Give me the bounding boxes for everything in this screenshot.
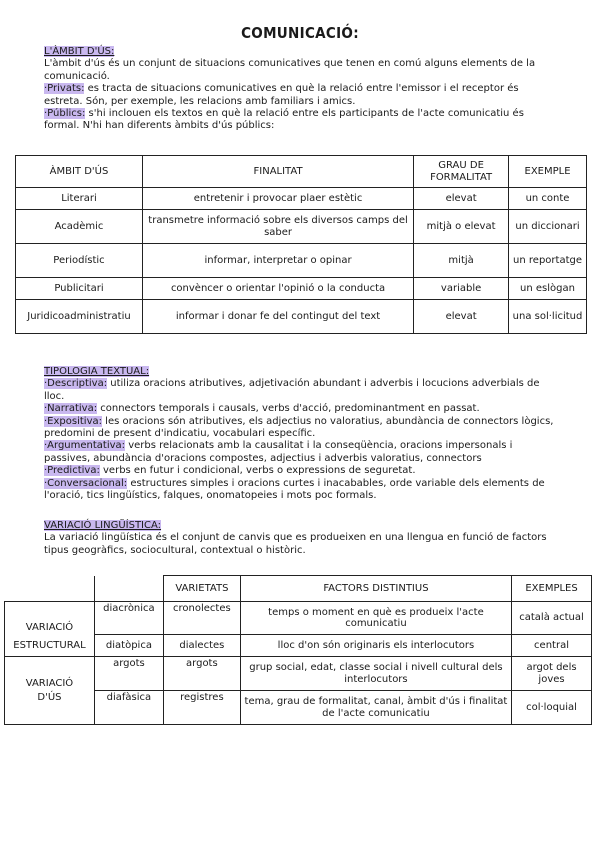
tipologia-item xyxy=(44,440,560,465)
tipologia-label: ·Predictiva: xyxy=(44,465,100,477)
table-row xyxy=(16,244,587,278)
privats-paragraph xyxy=(44,83,560,108)
table-cell: central xyxy=(512,635,592,657)
table-cell: variable xyxy=(414,278,509,300)
table-cell: diacrònica xyxy=(94,602,163,635)
table-header: EXEMPLE xyxy=(509,156,587,188)
tipologia-heading: TIPOLOGIA TEXTUAL: xyxy=(44,366,150,377)
table-cell: Acadèmic xyxy=(16,210,143,244)
table-cell: argots xyxy=(94,657,163,691)
tipologia-text: utiliza oracions atributives, adjetivación abundant i adverbis i locucions adverbials de lloc. xyxy=(44,378,540,402)
group-label: ESTRUCTURAL xyxy=(5,635,95,657)
tipologia-label: ·Narrativa: xyxy=(44,403,98,415)
table-cell: elevat xyxy=(414,300,509,334)
table-header: FINALITAT xyxy=(142,156,413,188)
ambit-heading: L'ÀMBIT D'ÚS: xyxy=(44,46,115,57)
privats-label: ·Privats: xyxy=(44,83,85,95)
publics-text: s'hi inclouen els textos en què la relació entre els participants de l'acte comunicatiu és formal. N'hi han diferents àmbits d'ús públics: xyxy=(44,108,524,132)
table-cell: un diccionari xyxy=(509,210,587,244)
table-cell: català actual xyxy=(512,602,592,635)
table-cell: lloc d'on són originaris els interlocutors xyxy=(240,635,511,657)
ambit-section xyxy=(44,46,560,133)
table-header: FACTORS DISTINTIUS xyxy=(240,576,511,602)
table-cell: entretenir i provocar plaer estètic xyxy=(142,188,413,210)
table-cell: transmetre informació sobre els diversos camps del saber xyxy=(142,210,413,244)
table-cell: registres xyxy=(163,691,240,725)
table-row xyxy=(5,691,592,725)
table-cell: dialectes xyxy=(163,635,240,657)
tipologia-item xyxy=(44,478,560,503)
tipologia-item xyxy=(44,465,560,477)
tipologia-label: ·Expositiva: xyxy=(44,415,102,427)
table-row xyxy=(16,300,587,334)
privats-text: es tracta de situacions comunicatives en què la relació entre l'emissor i el receptor és estreta. Són, per exemple, les relacions amb familiars i amics. xyxy=(44,83,519,107)
group-label: D'ÚS xyxy=(5,691,95,725)
table-cell: mitjà o elevat xyxy=(414,210,509,244)
table-cell: tema, grau de formalitat, canal, àmbit d'ús i finalitat de l'acte comunicatiu xyxy=(240,691,511,725)
table-cell: Publicitari xyxy=(16,278,143,300)
table-header: EXEMPLES xyxy=(512,576,592,602)
table-cell: argot dels joves xyxy=(512,657,592,691)
variacio-section xyxy=(44,520,560,557)
table-row xyxy=(16,210,587,244)
table-row xyxy=(5,602,592,635)
table-cell: diatòpica xyxy=(94,635,163,657)
variacio-table xyxy=(4,575,592,725)
table-header: VARIETATS xyxy=(163,576,240,602)
table-cell: diafàsica xyxy=(94,691,163,725)
tipologia-text: verbs en futur i condicional, verbs o expressions de seguretat. xyxy=(99,465,416,477)
tipologia-label: ·Conversacional: xyxy=(44,477,128,489)
table-cell: un eslògan xyxy=(509,278,587,300)
publics-label: ·Públics: xyxy=(44,108,86,120)
tipologia-label: ·Descriptiva: xyxy=(44,378,108,390)
table-cell: Literari xyxy=(16,188,143,210)
tipologia-section xyxy=(44,366,560,502)
variacio-heading: VARIACIÓ LINGÜÍSTICA: xyxy=(44,520,162,531)
table-row xyxy=(5,657,592,691)
tipologia-item xyxy=(44,378,560,403)
table-cell: una sol·licitud xyxy=(509,300,587,334)
table-cell: col·loquial xyxy=(512,691,592,725)
tipologia-item xyxy=(44,403,560,415)
tipologia-item xyxy=(44,416,560,441)
table-cell: Periodístic xyxy=(16,244,143,278)
tipologia-text: estructures simples i oracions curtes i inacabables, orde variable dels elements de l'oració, tics lingüístics, falques, onomatopeies i mots poc formals. xyxy=(44,477,545,502)
table-cell: cronolectes xyxy=(163,602,240,635)
tipologia-text: les oracions són atributives, els adjectius no valoratius, abundància de connectors lògics, predomini de present d'indicatiu, vocabulari específic. xyxy=(44,415,554,440)
table-cell: argots xyxy=(163,657,240,691)
table-cell: elevat xyxy=(414,188,509,210)
variacio-text: La variació lingüística és el conjunt de canvis que es produeixen en una llengua en funció de factors tipus geogràfics, sociocultural, contextual o històric. xyxy=(44,532,547,556)
table-cell: grup social, edat, classe social i nivell cultural dels interlocutors xyxy=(240,657,511,691)
ambit-table xyxy=(15,155,587,334)
ambit-intro: L'àmbit d'ús és un conjunt de situacions comunicatives que tenen en comú alguns elements de la comunicació. xyxy=(44,58,536,82)
table-row xyxy=(16,188,587,210)
group-label: VARIACIÓ xyxy=(5,602,95,635)
table-cell: Juridicoadministratiu xyxy=(16,300,143,334)
tipologia-text: connectors temporals i causals, verbs d'acció, predominantment en passat. xyxy=(97,403,480,415)
page-title: COMUNICACIÓ: xyxy=(241,24,359,42)
table-cell: convèncer o orientar l'opinió o la conducta xyxy=(142,278,413,300)
table-header: ÀMBIT D'ÚS xyxy=(16,156,143,188)
tipologia-label: ·Argumentativa: xyxy=(44,440,126,452)
table-row xyxy=(5,635,592,657)
table-row xyxy=(16,278,587,300)
group-label: VARIACIÓ xyxy=(5,657,95,691)
publics-paragraph xyxy=(44,108,560,133)
table-header: GRAU DE FORMALITAT xyxy=(414,156,509,188)
table-cell: un reportatge xyxy=(509,244,587,278)
table-cell: mitjà xyxy=(414,244,509,278)
table-cell: informar i donar fe del contingut del text xyxy=(142,300,413,334)
table-cell: un conte xyxy=(509,188,587,210)
table-cell: temps o moment en què es produeix l'acte comunicatiu xyxy=(240,602,511,635)
table-cell: informar, interpretar o opinar xyxy=(142,244,413,278)
tipologia-text: verbs relacionats amb la causalitat i la conseqüència, oracions impersonals i passives, abundància d'oracions compostes, adjectius i adverbis valoratius, connectors xyxy=(44,440,513,464)
